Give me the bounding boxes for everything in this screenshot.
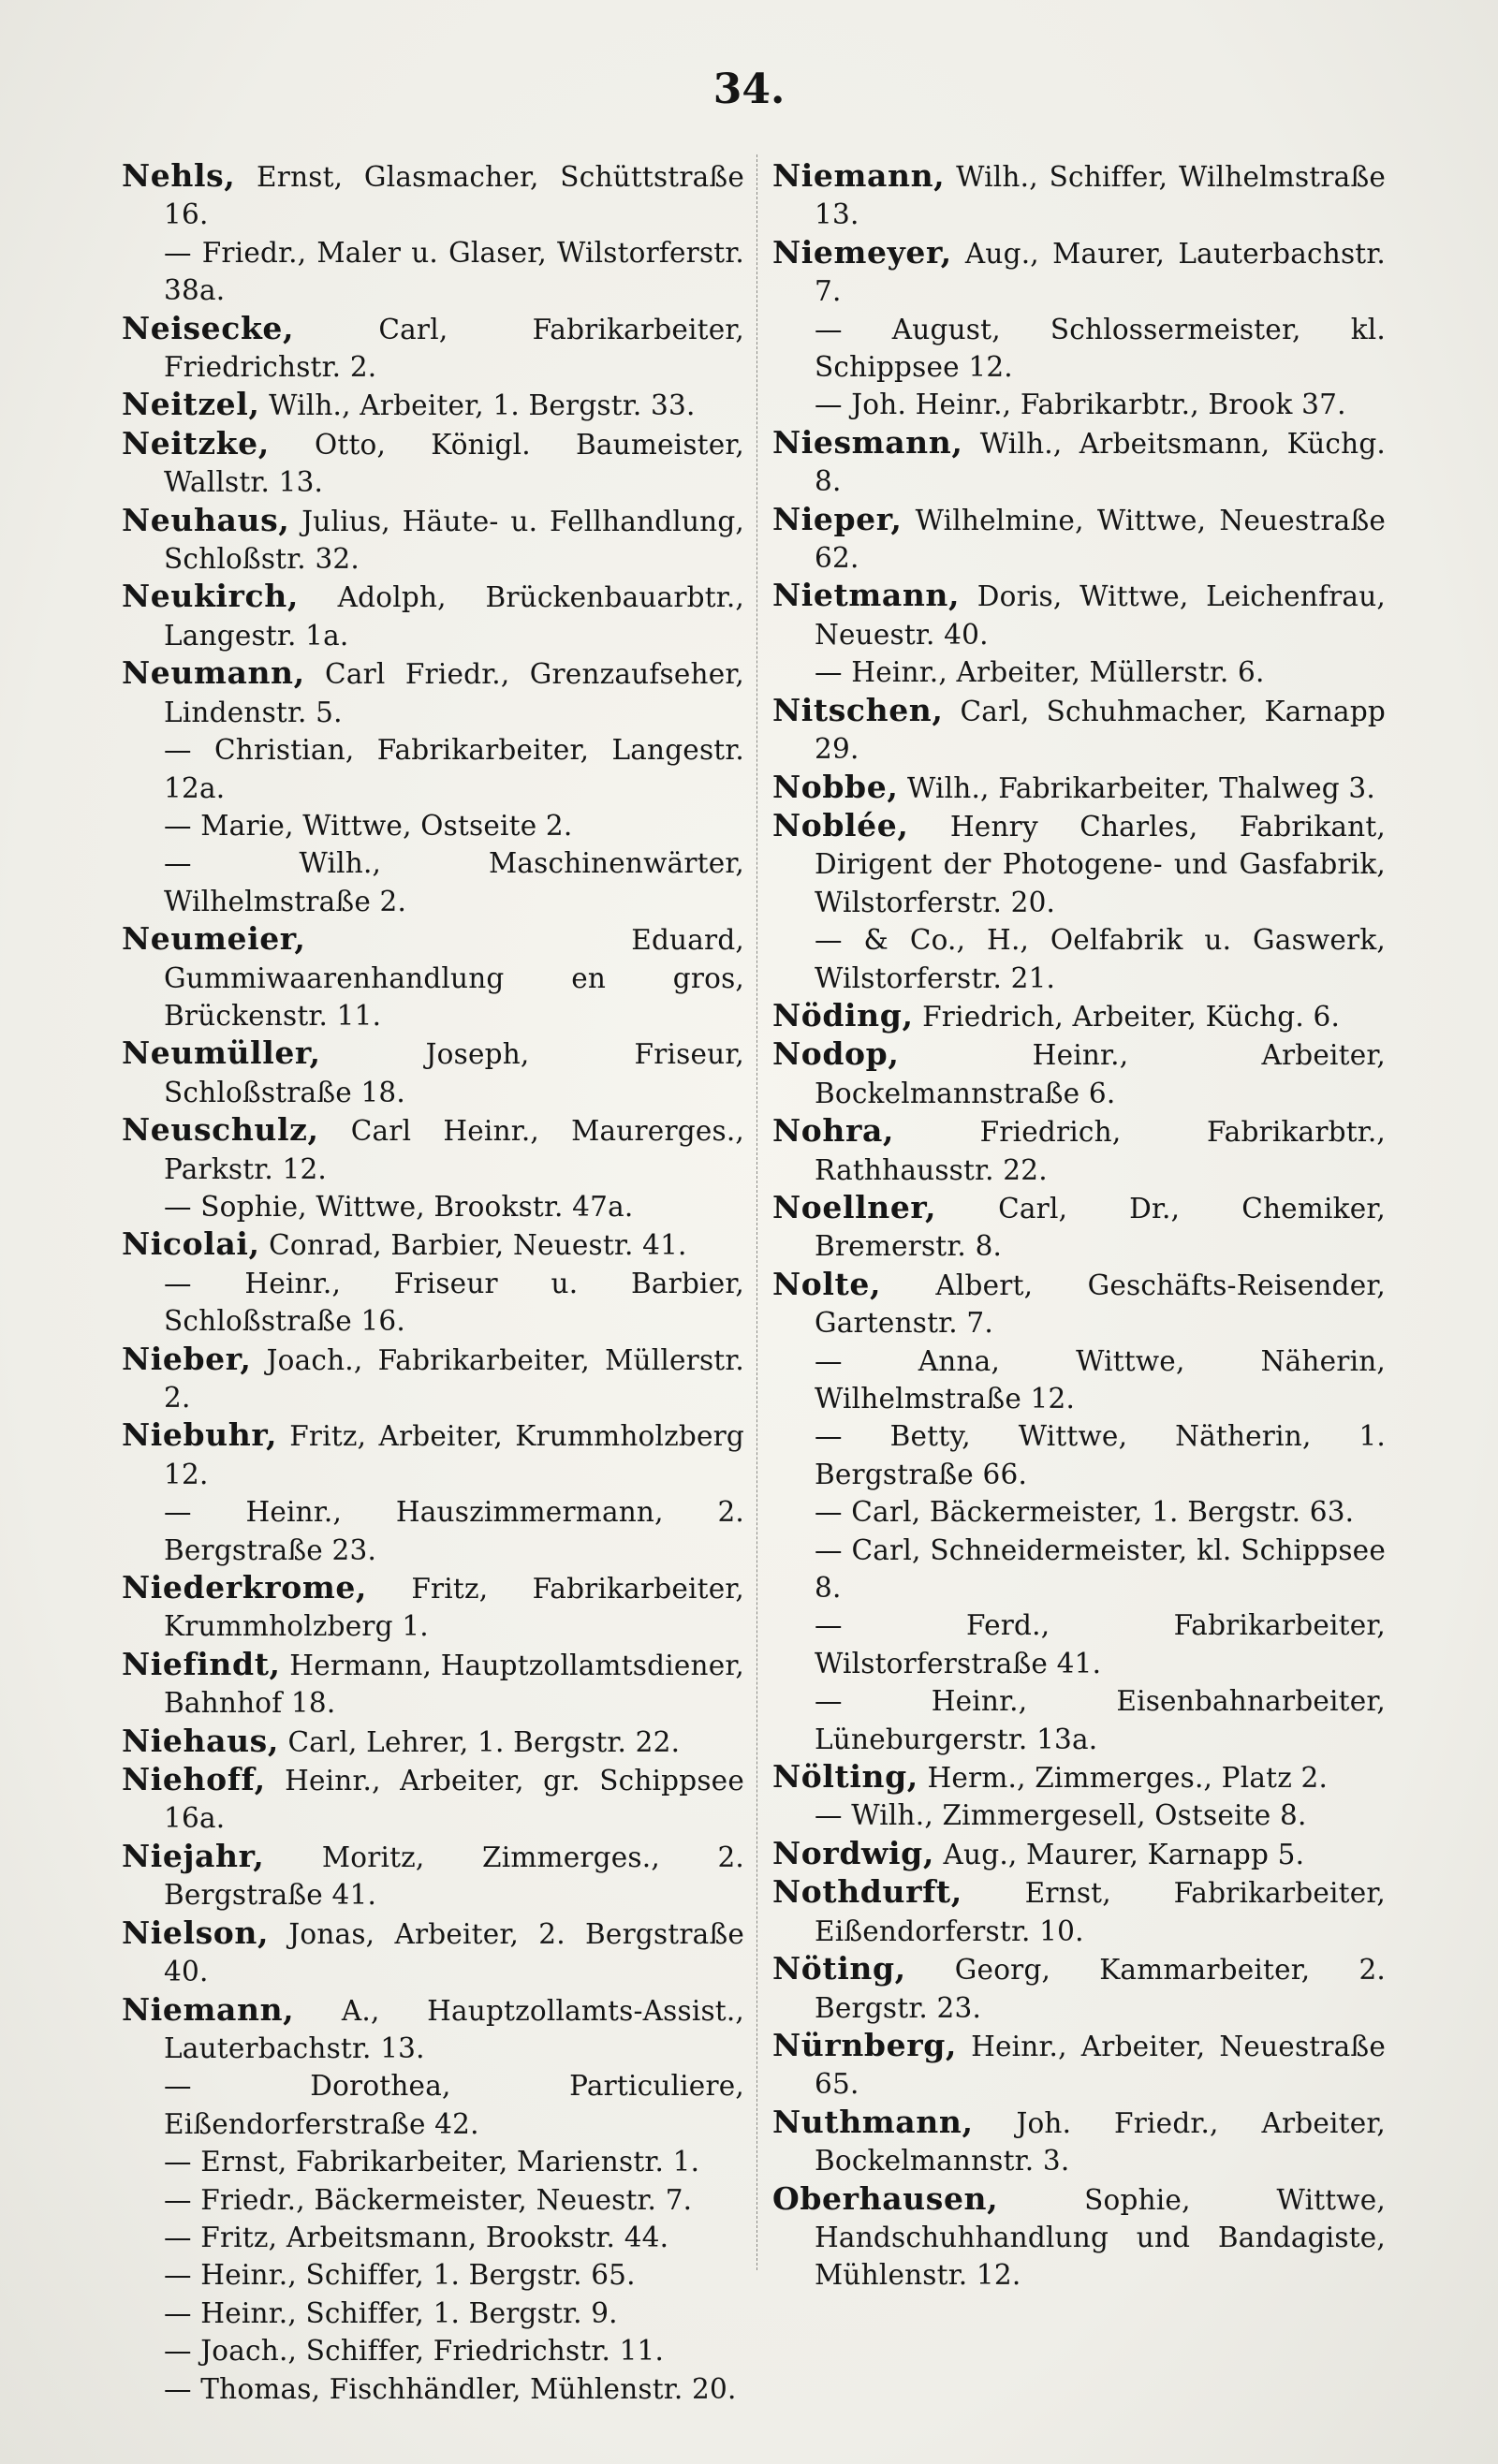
entry-surname: Niefindt, [122, 1645, 281, 1682]
entry-surname: Nolte, [772, 1265, 882, 1302]
entry-details: Julius, Häute- u. Fellhandlung, Schloßstr. 32. [164, 505, 745, 576]
entry-details: Eduard, Gummiwaarenhandlung en gros, Brückenstr. 11. [164, 924, 744, 1032]
entry-surname: Oberhausen, [772, 2179, 999, 2217]
entry-details: Carl Friedr., Grenzaufseher, Lindenstr. 5. [164, 658, 744, 728]
directory-entry [772, 1266, 1386, 1342]
directory-entry [122, 1265, 744, 1341]
entry-surname: Niehoff, [122, 1761, 266, 1798]
entry-surname: Niederkrome, [122, 1569, 368, 1606]
directory-entry [772, 2027, 1386, 2104]
directory-entry [772, 2104, 1386, 2180]
entry-surname: Neumann, [122, 654, 305, 692]
directory-entry [772, 1417, 1386, 1493]
directory-entry [772, 1189, 1386, 1266]
directory-entry [122, 234, 744, 310]
entry-details: Conrad, Barbier, Neuestr. 41. [269, 1229, 687, 1262]
entry-surname: Nöting, [772, 1950, 906, 1987]
directory-entry [122, 654, 744, 731]
entry-details: Georg, Kammarbeiter, 2. Bergstr. 23. [815, 1954, 1386, 2024]
entry-details: Sophie, Wittwe, Handschuhhandlung und Bandagiste, Mühlenstr. 12. [815, 2183, 1386, 2292]
entry-details: Hermann, Hauptzollamtsdiener, Bahnhof 18. [164, 1649, 744, 1720]
entry-details: — Joach., Schiffer, Friedrichstr. 11. [164, 2335, 665, 2368]
entry-details: — Wilh., Zimmergesell, Ostseite 8. [815, 1799, 1307, 1832]
entry-surname: Neisecke, [122, 309, 295, 346]
entry-details: Adolph, Brückenbauarbtr., Langestr. 1a. [164, 581, 745, 652]
entry-surname: Nöding, [772, 996, 914, 1034]
directory-entry [772, 1950, 1386, 2027]
directory-entry [772, 807, 1386, 921]
entry-details: — Thomas, Fischhändler, Mühlenstr. 20. [164, 2372, 737, 2405]
directory-entry [772, 2180, 1386, 2295]
entry-details: Friedrich, Fabrikarbtr., Rathhausstr. 22. [815, 1116, 1386, 1186]
directory-entry [772, 311, 1386, 387]
directory-entry [772, 1873, 1386, 1950]
entry-details: Friedrich, Arbeiter, Küchg. 6. [922, 1000, 1341, 1033]
entry-surname: Neuschulz, [122, 1111, 319, 1149]
entry-details: — Heinr., Hauszimmermann, 2. Bergstraße 23. [164, 1496, 744, 1566]
directory-entry [122, 1225, 744, 1264]
directory-entry [772, 1758, 1386, 1797]
entry-details: — & Co., H., Oelfabrik u. Gaswerk, Wilstorferstr. 21. [815, 924, 1386, 994]
entry-details: — Heinr., Eisenbahnarbeiter, Lüneburgerstr. 13a. [815, 1685, 1386, 1755]
directory-entry [122, 1646, 744, 1723]
entry-surname: Nieper, [772, 500, 903, 537]
entry-details: — Christian, Fabrikarbeiter, Langestr. 12a. [164, 734, 744, 804]
directory-entry [122, 310, 744, 387]
directory-entry [122, 1493, 744, 1569]
entry-details: — Carl, Bäckermeister, 1. Bergstr. 63. [815, 1496, 1355, 1529]
directory-entry [122, 731, 744, 807]
directory-entry [122, 2370, 744, 2408]
entry-surname: Niebuhr, [122, 1416, 278, 1454]
entry-details: Fritz, Fabrikarbeiter, Krummholzberg 1. [164, 1573, 744, 1643]
entry-details: — Sophie, Wittwe, Brookstr. 47a. [164, 1190, 634, 1223]
entry-surname: Nitschen, [772, 691, 944, 728]
entry-details: Joach., Fabrikarbeiter, Müllerstr. 2. [164, 1343, 744, 1414]
directory-entry [122, 2181, 744, 2219]
entry-details: Joseph, Friseur, Schloßstraße 18. [164, 1038, 744, 1108]
directory-entry [122, 157, 744, 234]
directory-entry [122, 578, 744, 654]
entry-details: Otto, Königl. Baumeister, Wallstr. 13. [164, 428, 745, 499]
directory-entry [772, 386, 1386, 423]
directory-entry [772, 424, 1386, 501]
entry-details: — Ferd., Fabrikarbeiter, Wilstorferstraße 41. [815, 1609, 1386, 1679]
entry-surname: Nuthmann, [772, 2103, 974, 2140]
entry-surname: Neumeier, [122, 920, 306, 958]
directory-entry [772, 692, 1386, 769]
entry-details: — Betty, Wittwe, Nätherin, 1. Bergstraße 66. [815, 1420, 1386, 1490]
directory-entry [772, 1493, 1386, 1531]
directory-entry [772, 1682, 1386, 1758]
directory-entry [122, 844, 744, 920]
entry-details: Albert, Geschäfts-Reisender, Gartenstr. 7. [815, 1269, 1387, 1340]
entry-surname: Niehaus, [122, 1722, 279, 1759]
entry-details: Herm., Zimmerges., Platz 2. [927, 1762, 1329, 1795]
entry-surname: Niejahr, [122, 1837, 265, 1874]
entry-surname: Noellner, [772, 1188, 937, 1225]
entry-details: Carl, Dr., Chemiker, Bremerstr. 8. [815, 1192, 1386, 1263]
directory-entry [122, 807, 744, 844]
entry-details: Wilhelmine, Wittwe, Neuestraße 62. [815, 504, 1387, 575]
entry-details: Wilh., Fabrikarbeiter, Thalweg 3. [907, 771, 1375, 804]
entry-details: Heinr., Arbeiter, Bockelmannstraße 6. [815, 1039, 1387, 1109]
entry-details: Heinr., Arbeiter, gr. Schippsee 16a. [164, 1765, 744, 1835]
entry-details: — August, Schlossermeister, kl. Schippsee 12. [815, 313, 1386, 384]
directory-entry [772, 577, 1386, 653]
entry-details: — Anna, Wittwe, Näherin, Wilhelmstraße 12. [815, 1344, 1386, 1415]
entry-surname: Neitzel, [122, 386, 260, 423]
entry-surname: Nürnberg, [772, 2026, 957, 2063]
entry-surname: Noblée, [772, 806, 909, 843]
directory-entry [122, 1914, 744, 1991]
directory-entry [122, 1341, 744, 1417]
entry-details: Carl, Fabrikarbeiter, Friedrichstr. 2. [164, 313, 744, 384]
directory-entry [772, 653, 1386, 691]
directory-entry [122, 2067, 744, 2143]
directory-entry [122, 2332, 744, 2369]
directory-entry [122, 1034, 744, 1111]
directory-entry [122, 2295, 744, 2332]
entry-surname: Nodop, [772, 1035, 900, 1073]
entry-details: A., Hauptzollamts-Assist., Lauterbachstr. 13. [164, 1994, 744, 2064]
entry-details: — Joh. Heinr., Fabrikarbtr., Brook 37. [815, 389, 1346, 421]
entry-surname: Neumüller, [122, 1034, 321, 1072]
entry-details: — Fritz, Arbeitsmann, Brookstr. 44. [164, 2221, 669, 2253]
directory-entry [772, 1532, 1386, 1607]
entry-details: Jonas, Arbeiter, 2. Bergstraße 40. [164, 1917, 745, 1988]
entry-surname: Nölting, [772, 1758, 918, 1796]
entry-details: Fritz, Arbeiter, Krummholzberg 12. [164, 1420, 744, 1490]
directory-entry [772, 1606, 1386, 1682]
entry-details: Heinr., Arbeiter, Neuestraße 65. [815, 2030, 1386, 2101]
entry-surname: Nieber, [122, 1340, 252, 1377]
entry-details: — Heinr., Arbeiter, Müllerstr. 6. [815, 656, 1265, 689]
entry-details: — Heinr., Schiffer, 1. Bergstr. 65. [164, 2259, 636, 2292]
directory-entry [122, 1569, 744, 1646]
entry-details: Ernst, Glasmacher, Schüttstraße 16. [164, 161, 744, 231]
directory-entry [772, 501, 1386, 578]
entry-details: Wilh., Schiffer, Wilhelmstraße 13. [815, 161, 1387, 231]
directory-entry [122, 1838, 744, 1914]
entry-details: Ernst, Fabrikarbeiter, Eißendorferstr. 10. [815, 1877, 1386, 1947]
directory-entry [122, 1188, 744, 1225]
directory-entry [122, 1723, 744, 1761]
entry-surname: Niemann, [772, 157, 946, 194]
directory-entry [772, 769, 1386, 807]
entry-details: — Ernst, Fabrikarbeiter, Marienstr. 1. [164, 2146, 700, 2178]
directory-entry [772, 1035, 1386, 1112]
entry-surname: Neitzke, [122, 424, 270, 462]
directory-entry [122, 1111, 744, 1188]
directory-entry [772, 921, 1386, 997]
directory-entry [772, 997, 1386, 1035]
entry-surname: Nehls, [122, 157, 236, 194]
entry-details: — Friedr., Bäckermeister, Neuestr. 7. [164, 2183, 693, 2216]
directory-entry [122, 425, 744, 502]
directory-entry [772, 1342, 1386, 1418]
page-number: 34. [712, 66, 786, 113]
directory-entry [122, 2256, 744, 2294]
entry-surname: Nobbe, [772, 768, 899, 805]
directory-entry [122, 1761, 744, 1838]
directory-entry [122, 2143, 744, 2180]
entry-details: Joh. Friedr., Arbeiter, Bockelmannstr. 3. [815, 2106, 1387, 2178]
entry-surname: Neukirch, [122, 578, 299, 615]
entry-details: Carl Heinr., Maurerges., Parkstr. 12. [164, 1115, 744, 1185]
entry-surname: Niemeyer, [772, 233, 952, 271]
entry-details: Henry Charles, Fabrikant, Dirigent der Photogene- und Gasfabrik, Wilstorferstr. 20. [815, 810, 1387, 918]
directory-entry [122, 2219, 744, 2256]
entry-details: — Heinr., Schiffer, 1. Bergstr. 9. [164, 2296, 618, 2329]
directory-entry [772, 234, 1386, 311]
entry-details: — Carl, Schneidermeister, kl. Schippsee 8. [815, 1533, 1386, 1605]
column-divider [756, 154, 757, 2270]
entry-details: — Dorothea, Particuliere, Eißendorferstraße 42. [164, 2070, 744, 2140]
entry-surname: Neuhaus, [122, 501, 290, 538]
entry-details: — Heinr., Friseur u. Barbier, Schloßstraße 16. [164, 1267, 744, 1338]
entry-details: Carl, Lehrer, 1. Bergstr. 22. [287, 1725, 681, 1758]
entry-details: Doris, Wittwe, Leichenfrau, Neuestr. 40. [815, 580, 1386, 651]
directory-entry [122, 386, 744, 424]
entry-surname: Nielson, [122, 1914, 270, 1951]
entry-surname: Nothdurft, [772, 1873, 962, 1911]
directory-entry [772, 1797, 1386, 1834]
entry-surname: Niemann, [122, 1990, 295, 2028]
entry-surname: Nietmann, [772, 577, 961, 614]
directory-entry [772, 1835, 1386, 1873]
directory-entry [772, 157, 1386, 234]
entry-details: Aug., Maurer, Karnapp 5. [943, 1838, 1305, 1870]
entry-details: Wilh., Arbeitsmann, Küchg. 8. [815, 427, 1386, 498]
entry-surname: Nohra, [772, 1112, 895, 1150]
entry-details: — Marie, Wittwe, Ostseite 2. [164, 809, 573, 842]
entry-details: Carl, Schuhmacher, Karnapp 29. [815, 695, 1386, 766]
entry-surname: Nicolai, [122, 1225, 260, 1263]
entry-details: Wilh., Arbeiter, 1. Bergstr. 33. [269, 389, 696, 422]
right-column [772, 157, 1386, 2295]
directory-entry [122, 1991, 744, 2068]
entry-details: — Friedr., Maler u. Glaser, Wilstorferstr. 38a. [164, 236, 744, 307]
entry-details: — Wilh., Maschinenwärter, Wilhelmstraße 2. [164, 847, 744, 917]
directory-entry [122, 502, 744, 579]
left-column [122, 157, 744, 2408]
directory-entry [772, 1112, 1386, 1189]
entry-surname: Nordwig, [772, 1834, 934, 1871]
directory-entry [122, 1416, 744, 1493]
entry-surname: Niesmann, [772, 423, 963, 461]
entry-details: Moritz, Zimmerges., 2. Bergstraße 41. [164, 1841, 744, 1912]
directory-entry [122, 920, 744, 1034]
entry-details: Aug., Maurer, Lauterbachstr. 7. [815, 237, 1386, 308]
